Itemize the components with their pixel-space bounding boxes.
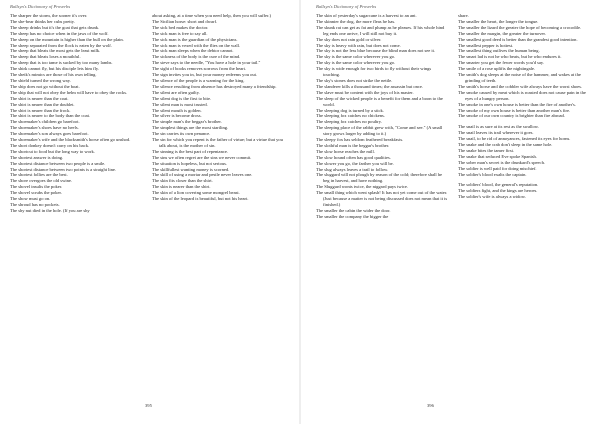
- proverb-entry: The sin for which you repent is the father of virtue; but a virtue that you talk about, is the mother of sin.: [152, 137, 283, 148]
- proverb-entry: The smaller the margin, the greater the turnover.: [458, 30, 546, 36]
- proverb-entry: The slug always leaves a trail to follow.: [316, 166, 389, 172]
- proverb-entry: The snake bites the tamer first.: [458, 147, 515, 153]
- proverb-entry: The soldier's blood exalts the captain.: [458, 171, 527, 177]
- proverb-entry: The shirt is nearer than the doublet.: [10, 101, 75, 107]
- proverb-entry: The shirt is nearer than the coat.: [10, 95, 69, 101]
- proverb-entry: The sky is heavy with rain, but does not come.: [316, 42, 401, 48]
- proverb-entry: The shortest distance between two points is a straight line.: [10, 166, 117, 172]
- proverb-entry: The snail, to be rid of annoyances, fastened its eyes for horns.: [458, 136, 571, 142]
- proverb-entry: The sick man sleeps when the debtor cannot.: [152, 48, 234, 54]
- proverb-entry: The smart lad is not he who beats, but he who endures it.: [458, 54, 562, 60]
- proverb-entry: The smaller the heart, the longer the tongue.: [458, 18, 539, 24]
- proverb-entry: The sky is wide enough for two birds to fly without their wings touching.: [316, 66, 432, 78]
- proverb-entry: The sheep separated from the flock is eaten by the wolf.: [10, 42, 112, 48]
- right-page-column-b: [458, 13, 590, 200]
- proverb-entry: The sign invites you in, but your money redeems you out.: [152, 72, 258, 78]
- proverb-entry: The smoke caused by meat which is roasted does not cause pain in the eyes of a hungry person.: [458, 89, 586, 101]
- running-head: Ballsyn's Dictionary of Proverbs: [316, 4, 377, 9]
- proverb-entry: The sleep of the wicked people is a benefit for them and a boon to the world.: [316, 95, 443, 107]
- proverb-entry: The sky does not rain gold or silver.: [316, 36, 382, 42]
- left-page-column-b: [152, 13, 284, 202]
- proverb-entry: The sky is the same color wherever you go.: [316, 54, 396, 60]
- proverb-entry: The sky is not the less blue because the blind man does not see it.: [316, 48, 436, 54]
- proverb-entry: The sheik's mimics are those of his own telling.: [10, 72, 97, 78]
- proverb-entry: The ship does not go without the boat.: [10, 83, 80, 89]
- left-page-column-a: [10, 13, 142, 214]
- proverb-entry: The skin of yesterday's sugarcane is a harvest to an ant.: [316, 13, 417, 18]
- proverb-entry: The slow horse reaches the mill.: [316, 148, 375, 154]
- proverb-entry: The smallest pepper is hottest.: [458, 42, 514, 48]
- proverb-entry: The slow hound often has good qualities.: [316, 154, 391, 160]
- proverb-entry: The shoemaker's children go barefoot.: [10, 119, 80, 125]
- proverb-entry: The sky's stones does not strike the nettle.: [316, 77, 393, 83]
- proverb-entry: The slanderer kills a thousand times; the assassin but once.: [316, 83, 424, 89]
- proverb-entry: The shy nut died in the hole. (If you are shy: [10, 207, 90, 213]
- proverb-entry: The sick man is the guardian of the physicians.: [152, 36, 238, 42]
- proverb-entry: The smile of a rose uplifts the nightingale.: [458, 66, 536, 72]
- proverb-entry: The sieve says to the needle, "You have a hole in your tail.": [152, 60, 261, 66]
- proverb-entry: The sheep on the mountain is higher than the bull on the plain.: [10, 36, 124, 42]
- proverb-entry: The silence of the people is a warning for the king.: [152, 77, 245, 83]
- proverb-entry: share.: [458, 13, 469, 18]
- proverb-entry: The silent are often guilty.: [152, 89, 200, 95]
- proverb-entry: The show must go on.: [10, 196, 51, 202]
- proverb-entry: The snail is as sure at its rest as the swallow.: [458, 124, 539, 130]
- proverb-entry: The sick bed makes the doctor.: [152, 24, 209, 30]
- proverb-entry: The sharper the storm, the sooner it's over.: [10, 13, 88, 18]
- proverb-entry: The sleeping place of the rabbit grew with, "Come and see." (A small story grows larger by adding to it.): [316, 125, 443, 137]
- proverb-entry: The snake that seduced Eve spoke Spanish.: [458, 153, 537, 159]
- proverb-entry: The silence resulting from absence has destroyed many a friendship.: [152, 83, 277, 89]
- page-number: 395: [145, 403, 152, 408]
- proverb-entry: The sleeping fox catches no chickens.: [316, 113, 385, 119]
- proverb-entry: The smoke in one's own house is better than the fire of another's.: [458, 101, 576, 107]
- proverb-entry: The skunk rat can get as fat and plump as he pleases. If his whole hind leg ends one arrive, I will still not buy it.: [316, 24, 445, 36]
- proverb-entry: The smarter you get the fewer words you'd say.: [458, 60, 545, 66]
- proverb-entry: The Sicilian horse: short and dwarf.: [152, 18, 218, 24]
- proverb-entry: The sleepy fox has seldom feathered breakfasts.: [316, 137, 404, 143]
- proverb-entry: The sheep drinks but it's the goat that gets drunk.: [10, 24, 100, 30]
- proverb-entry: The smaller the lizard the greater the hope of becoming a crocodile.: [458, 24, 582, 30]
- proverb-entry: The shovel insults the poker.: [10, 184, 63, 190]
- proverb-entry: The skin is nearer than the shirt.: [152, 184, 211, 190]
- proverb-entry: The ship that will not obey the helm will have to obey the rocks.: [10, 89, 128, 95]
- proverb-entry: The shoemaker's shoes have no heels.: [10, 125, 79, 131]
- proverb-entry: The sober man's secret is the drunkard's speech.: [458, 159, 545, 165]
- running-head: Ballsyn's Dictionary of Proverbs: [10, 4, 71, 9]
- proverb-entry: The simplest things are the most startling.: [152, 125, 229, 131]
- proverb-entry: The shirt is nearer to the body than the coat.: [10, 113, 91, 119]
- proverb-entry: The shortcut to food but the long way to work.: [10, 148, 95, 154]
- proverb-entry: The smallest thing outlives the human being.: [458, 48, 540, 54]
- proverb-entry: The skillfullest wanting money is scorned.: [152, 166, 230, 172]
- proverb-entry: The sluggard will not plough by reason of the cold; therefore shall he beg in harvest, and have nothing.: [316, 172, 443, 184]
- right-page-column-a: [316, 13, 448, 220]
- proverb-entry: The soldier's wife is always a widow.: [458, 194, 526, 200]
- proverb-entry: The situation is hopeless, but not serious.: [152, 160, 228, 166]
- proverb-entry: The sleeping dog is turned by a stick.: [316, 107, 384, 113]
- proverb-entry: The sick man is free to say all.: [152, 30, 208, 36]
- proverb-entry: The she-bear thinks her cubs pretty.: [10, 18, 75, 24]
- proverb-entry: The sickness of the body is the cure of the mind.: [152, 54, 241, 60]
- proverb-entry: The short donkey doesn't carry on his back.: [10, 142, 90, 148]
- proverb-entry: The slower you go, the farther you will be.: [316, 160, 394, 166]
- proverb-entry: The smoke of my own house is better than another man's fire.: [458, 107, 571, 113]
- proverb-entry: The shroud has no pockets.: [10, 202, 60, 207]
- proverb-entry: The sheep that bleats the most gets the least milk.: [10, 48, 101, 54]
- proverb-entry: The sleeping fox catches no poultry.: [316, 119, 382, 125]
- proverb-entry: The snail leaves its trail wherever it goes.: [458, 130, 534, 136]
- proverb-entry: The sick man is vexed with the flies on the wall.: [152, 42, 241, 48]
- proverb-entry: The skill of using a mortar and pestle never leaves one.: [152, 172, 253, 178]
- proverb-entry: The smith's horse and the cobbler wife always have the worst shoes.: [458, 83, 583, 89]
- proverb-entry: The small thing which went splash! It has not yet come out of the water. (Just because a matter is not being discussed does not mean that it is finished.): [316, 190, 448, 207]
- proverb-entry: The smith's dog sleeps at the noise of the hammer, and wakes at the grinding of teeth.: [458, 72, 581, 83]
- proverb-entry: The sin carries its own penance.: [152, 131, 211, 137]
- proverb-entry: The Sluggard wonts twice, the niggard pays twice.: [316, 184, 409, 190]
- proverb-entry: The smoke of our own country is brighter than fire abroad.: [458, 113, 565, 119]
- proverb-entry: The sky is the same color wherever you go.: [316, 60, 396, 66]
- proverb-entry: The skin fits closer than the shirt.: [152, 178, 213, 184]
- proverb-entry: The sheep that is too tame is sucked by too many lambs.: [10, 60, 113, 66]
- proverb-entry: The snake and the crab don't sleep in the same hole.: [458, 142, 553, 148]
- proverb-entry: The shovel scrubs the poker.: [10, 190, 62, 196]
- proverb-entry: The shoemaker's wife and the blacksmith's horse often go unshod.: [10, 137, 131, 143]
- proverb-entry: The skinnier the dog, the more fleas he has.: [316, 18, 396, 24]
- proverb-entry: The simple man's the beggar's brother.: [152, 119, 222, 125]
- proverb-entry: The smaller the company the bigger the: [316, 213, 389, 219]
- proverb-entry: The shortest follies are the best.: [10, 172, 68, 178]
- proverb-entry: The sins we often regret are the sins we never commit.: [152, 154, 252, 160]
- page-number: 396: [427, 403, 434, 408]
- right-page: [300, 0, 600, 424]
- proverb-entry: The sheep has no choice when in the jaws of the wolf.: [10, 30, 109, 36]
- proverb-entry: The silent man is most trusted.: [152, 101, 208, 107]
- proverb-entry: The silver is become dross.: [152, 113, 202, 119]
- proverb-entry: The sinning is the best part of repentance.: [152, 148, 229, 154]
- proverb-entry: The soldiers fight, and the kings are heroes.: [458, 188, 538, 194]
- proverb-entry: The shirk cannot fly, but his disciple lets him fly.: [10, 66, 99, 72]
- proverb-entry: The shortest answer is doing.: [10, 154, 64, 160]
- proverb-entry: The soldier is well paid for doing mischief.: [458, 165, 537, 171]
- proverb-entry: The shirt is nearer than the frock.: [10, 107, 71, 113]
- proverb-entry: The shoemaker's son always goes barefoot.: [10, 131, 89, 137]
- proverb-entry: The smallest good deed is better than the grandest good intention.: [458, 36, 578, 42]
- proverb-entry: The sight of books removes sorrows from the heart.: [152, 66, 247, 72]
- proverb-entry: about asking, at a time when you need help, then you will suffer.): [152, 13, 271, 18]
- proverb-entry: The sheep that bleats loses a mouthful.: [10, 54, 81, 60]
- proverb-entry: The slave must be content with the joys of his master.: [316, 89, 414, 95]
- proverb-entry: The silent dog is the first to bite.: [152, 95, 212, 101]
- proverb-entry: The shield turned the wrong way.: [10, 77, 71, 83]
- proverb-entry: The shore overgoes the old swine.: [10, 178, 73, 184]
- proverb-entry: The soldiers' blood, the general's reputation.: [458, 182, 539, 188]
- proverb-entry: The smaller the cabin the wider the door.: [316, 207, 391, 213]
- proverb-entry: The skin of a lion covering some mongrel beast.: [152, 190, 240, 196]
- proverb-entry: The slothful man is the beggar's brother.: [316, 142, 390, 148]
- proverb-entry: The shortest distance between two people is a smile.: [10, 160, 106, 166]
- proverb-entry: The skin of the leopard is beautiful, but not his heart.: [152, 196, 249, 202]
- proverb-entry: The silent mouth is golden.: [152, 107, 202, 113]
